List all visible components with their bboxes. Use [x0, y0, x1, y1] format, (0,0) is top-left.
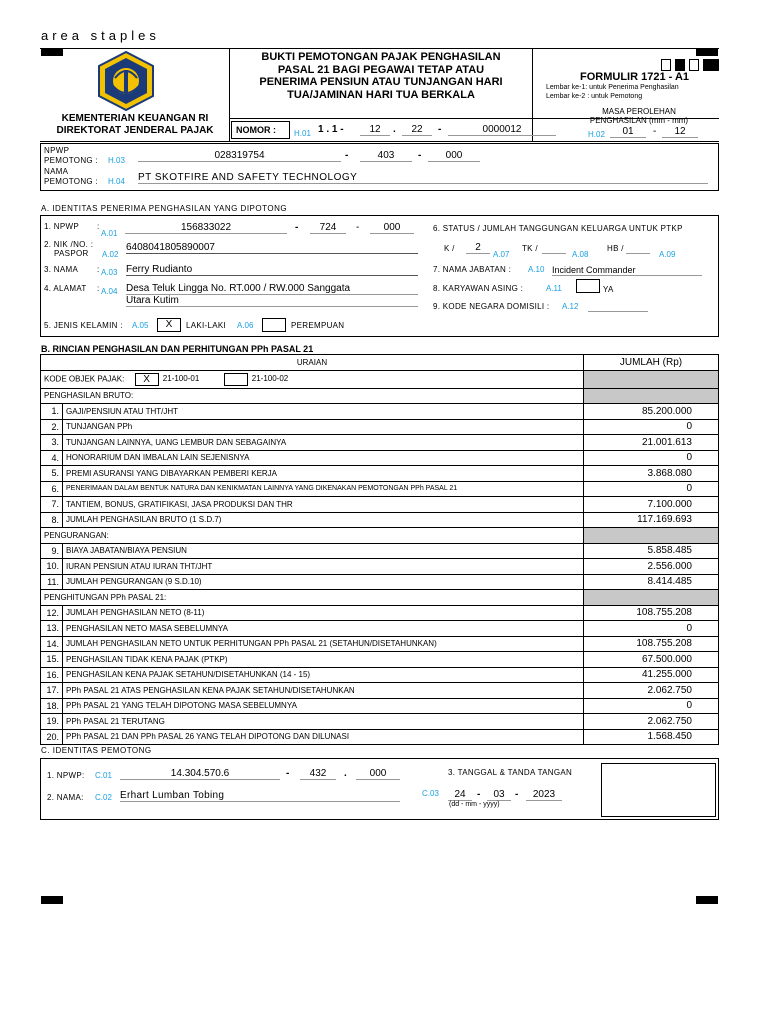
a-hb-code: A.09 — [659, 250, 676, 259]
masa-to-field[interactable]: 12 — [662, 126, 698, 138]
nomor-seq-field[interactable]: 0000012 — [448, 124, 556, 136]
row-amount[interactable]: 0 — [584, 481, 719, 497]
ministry-emblem-icon — [95, 50, 157, 112]
a-alamat-line-1[interactable]: Desa Teluk Lingga No. RT.000 / RW.000 Sanggata — [126, 283, 418, 295]
row-number: 14. — [41, 636, 63, 652]
row-amount[interactable]: 7.100.000 — [584, 497, 719, 513]
a-tk-field[interactable] — [542, 242, 566, 254]
a-gender-male-checkbox[interactable]: X — [157, 318, 181, 332]
row-amount[interactable]: 85.200.000 — [584, 404, 719, 420]
row-amount[interactable]: 2.556.000 — [584, 559, 719, 575]
registration-mark-bottom-left — [41, 896, 63, 904]
a-alamat-code: A.04 — [101, 287, 118, 296]
title-line-3: PENERIMA PENSIUN ATAU TUNJANGAN HARI — [259, 76, 503, 88]
nomor-dot: . — [393, 124, 396, 135]
table-row — [41, 512, 719, 528]
row-amount[interactable]: 0 — [584, 621, 719, 637]
row-label: PENGHASILAN KENA PAJAK SETAHUN/DISETAHUNKAN (14 - 15) — [63, 667, 584, 683]
a-asing-ya-label: YA — [603, 285, 614, 294]
a-npwp-dash-2: - — [356, 222, 360, 233]
row-number: 13. — [41, 621, 63, 637]
row-number: 7. — [41, 497, 63, 513]
c-tanggal-code: C.03 — [422, 789, 439, 798]
row-label: TUNJANGAN PPh — [63, 419, 584, 435]
row-number: 5. — [41, 466, 63, 482]
a-gender-code-1: A.05 — [132, 321, 149, 330]
pemotong-npwp-2-field[interactable]: 403 — [360, 150, 412, 162]
form-name: FORMULIR 1721 - A1 — [580, 71, 690, 83]
a-tk-label: TK / — [522, 244, 538, 253]
bruto-heading: PENGHASILAN BRUTO: — [41, 388, 584, 404]
c-year-field[interactable]: 2023 — [526, 789, 562, 801]
table-row — [41, 419, 719, 435]
row-label: PENGHASILAN NETO MASA SEBELUMNYA — [63, 621, 584, 637]
nomor-field-box — [231, 121, 290, 139]
bruto-heading-row — [41, 388, 719, 404]
kode-objek-amount-cell — [584, 370, 719, 388]
title-line-4: TUA/JAMINAN HARI TUA BERKALA — [287, 88, 475, 101]
a-status-label: 6. STATUS / JUMLAH TANGGUNGAN KELUARGA UNTUK PTKP — [433, 224, 683, 233]
pengurangan-heading-row — [41, 528, 719, 544]
row-label: PPh PASAL 21 ATAS PENGHASILAN KENA PAJAK SETAHUN/DISETAHUNKAN — [63, 683, 584, 699]
nomor-code: H.01 — [294, 129, 311, 138]
table-row — [41, 729, 719, 745]
row-label: JUMLAH PENGURANGAN (9 S.D.10) — [63, 574, 584, 590]
title-line-1: BUKTI PEMOTONGAN PAJAK PENGHASILAN — [261, 51, 501, 63]
a-asing-checkbox[interactable] — [576, 279, 600, 293]
table-row — [41, 683, 719, 699]
section-c-title: C. IDENTITAS PEMOTONG — [41, 746, 152, 755]
table-row — [41, 404, 719, 420]
a-npwp-code: A.01 — [101, 229, 118, 238]
a-npwp-colon: : — [97, 222, 100, 231]
row-number: 4. — [41, 450, 63, 466]
row-number: 19. — [41, 714, 63, 730]
row-number: 16. — [41, 667, 63, 683]
row-amount[interactable]: 67.500.000 — [584, 652, 719, 668]
table-row — [41, 466, 719, 482]
directorate-name: DIREKTORAT JENDERAL PAJAK — [56, 125, 214, 136]
a-hb-label: HB / — [607, 244, 624, 253]
nomor-dash: - — [438, 124, 442, 135]
sheet-2-note: Lembar ke-2 : untuk Pemotong — [546, 93, 643, 100]
row-number: 18. — [41, 698, 63, 714]
masa-label-line-1: MASA PEROLEHAN — [602, 107, 676, 116]
income-table — [40, 354, 719, 745]
row-amount[interactable]: 1.568.450 — [584, 729, 719, 745]
row-amount[interactable]: 0 — [584, 698, 719, 714]
a-nama-code: A.03 — [101, 268, 118, 277]
row-number: 11. — [41, 574, 63, 590]
row-label: PENGHASILAN TIDAK KENA PAJAK (PTKP) — [63, 652, 584, 668]
table-row — [41, 698, 719, 714]
title-line-2: PASAL 21 BAGI PEGAWAI TETAP ATAU — [277, 63, 485, 76]
masa-dash: - — [653, 126, 657, 137]
kode-objek-label: KODE OBJEK PAJAK: — [44, 374, 125, 384]
c-nama-code: C.02 — [95, 793, 112, 802]
a-nama-colon: : — [97, 265, 100, 274]
c-nama-label: 2. NAMA: — [47, 793, 84, 802]
document-title — [230, 51, 532, 101]
a-gender-label: 5. JENIS KELAMIN : — [44, 321, 123, 330]
row-label: TANTIEM, BONUS, GRATIFIKASI, JASA PRODUKSI DAN THR — [63, 497, 584, 513]
table-row — [41, 435, 719, 451]
nomor-prefix: 1 . 1 - — [318, 124, 344, 135]
section-a-title: A. IDENTITAS PENERIMA PENGHASILAN YANG DIPOTONG — [41, 204, 288, 213]
row-amount[interactable]: 108.755.208 — [584, 605, 719, 621]
row-number: 6. — [41, 481, 63, 497]
penghitungan-heading-row — [41, 590, 719, 606]
pemotong-npwp-1-field[interactable]: 028319754 — [138, 150, 341, 162]
a-npwp-1-field[interactable]: 156833022 — [125, 222, 287, 234]
penghitungan-heading: PENGHITUNGAN PPh PASAL 21: — [41, 590, 584, 606]
row-amount[interactable]: 108.755.208 — [584, 636, 719, 652]
pemotong-npwp-3-field[interactable]: 000 — [428, 150, 480, 162]
a-gender-female-checkbox[interactable] — [262, 318, 286, 332]
row-amount[interactable]: 41.255.000 — [584, 667, 719, 683]
section-b-title: B. RINCIAN PENGHASILAN DAN PERHITUNGAN PPh PASAL 21 — [41, 344, 314, 354]
c-npwp-dot: . — [344, 768, 347, 779]
table-row — [41, 621, 719, 637]
pemotong-npwp-code: H.03 — [108, 156, 125, 165]
row-label: IURAN PENSIUN ATAU IURAN THT/JHT — [63, 559, 584, 575]
a-nik-field[interactable]: 6408041805890007 — [126, 242, 418, 254]
masa-label — [584, 107, 694, 125]
c-day-field[interactable]: 24 — [448, 789, 472, 801]
pemotong-npwp-label: NPWP PEMOTONG : — [44, 146, 98, 165]
ministry-name: KEMENTERIAN KEUANGAN RI — [61, 113, 209, 124]
pemotong-nama-code: H.04 — [108, 177, 125, 186]
a-negara-label: 9. KODE NEGARA DOMISILI : — [433, 302, 550, 311]
c-date-dash-2: - — [515, 789, 519, 800]
pengurangan-heading-shade — [584, 528, 719, 544]
pemotong-npwp-dash-2: - — [418, 150, 422, 161]
a-jabatan-label: 7. NAMA JABATAN : — [433, 265, 512, 274]
table-row — [41, 450, 719, 466]
a-npwp-label: 1. NPWP — [44, 222, 79, 231]
kode-objek-row — [41, 370, 719, 388]
penghitungan-heading-shade — [584, 590, 719, 606]
row-amount[interactable]: 0 — [584, 419, 719, 435]
row-label: PREMI ASURANSI YANG DIBAYARKAN PEMBERI KERJA — [63, 466, 584, 482]
c-npwp-label: 1. NPWP: — [47, 771, 85, 780]
a-jabatan-field[interactable]: Incident Commander — [552, 265, 702, 276]
row-label: PPh PASAL 21 YANG TELAH DIPOTONG MASA SEBELUMNYA — [63, 698, 584, 714]
c-npwp-3-field[interactable]: 000 — [356, 768, 400, 780]
table-row — [41, 714, 719, 730]
watermark-text: area staples — [41, 28, 160, 43]
a-asing-code: A.11 — [546, 284, 562, 293]
row-label: PPh PASAL 21 TERUTANG — [63, 714, 584, 730]
row-label: TUNJANGAN LAINNYA, UANG LEMBUR DAN SEBAGAINYA — [63, 435, 584, 451]
form-code-blocks — [661, 59, 719, 71]
a-npwp-dash-1: - — [295, 222, 299, 233]
row-amount[interactable]: 21.001.613 — [584, 435, 719, 451]
a-negara-field[interactable] — [588, 300, 648, 312]
row-number: 10. — [41, 559, 63, 575]
c-npwp-code: C.01 — [95, 771, 112, 780]
pengurangan-heading: PENGURANGAN: — [41, 528, 584, 544]
c-npwp-dash: - — [286, 768, 290, 779]
a-npwp-3-field[interactable]: 000 — [370, 222, 414, 234]
table-header-row — [41, 355, 719, 371]
table-row — [41, 543, 719, 559]
row-amount[interactable]: 5.858.485 — [584, 543, 719, 559]
table-row — [41, 636, 719, 652]
a-npwp-2-field[interactable]: 724 — [310, 222, 346, 234]
table-row — [41, 605, 719, 621]
kode-objek-cell — [41, 370, 584, 388]
c-month-field[interactable]: 03 — [487, 789, 511, 801]
kode-100-02-checkbox[interactable] — [224, 373, 248, 386]
row-amount[interactable]: 8.414.485 — [584, 574, 719, 590]
table-row — [41, 667, 719, 683]
nomor-label: NOMOR : — [236, 125, 276, 135]
c-npwp-1-field[interactable]: 14.304.570.6 — [120, 768, 280, 780]
ministry-logo — [95, 50, 157, 112]
a-jabatan-code: A.10 — [528, 265, 545, 274]
row-label: JUMLAH PENGHASILAN NETO (8-11) — [63, 605, 584, 621]
table-row — [41, 481, 719, 497]
kode-100-01-checkbox[interactable]: X — [135, 373, 159, 386]
bruto-heading-shade — [584, 388, 719, 404]
a-gender-female-label: PEREMPUAN — [291, 321, 345, 330]
masa-from-field[interactable]: 01 — [610, 126, 646, 138]
a-nik-label: 2. NIK /NO. : PASPOR — [44, 240, 94, 258]
row-amount[interactable]: 3.868.080 — [584, 466, 719, 482]
table-row — [41, 652, 719, 668]
row-label: BIAYA JABATAN/BIAYA PENSIUN — [63, 543, 584, 559]
row-number: 9. — [41, 543, 63, 559]
row-number: 17. — [41, 683, 63, 699]
pemotong-npwp-dash-1: - — [345, 150, 349, 161]
a-gender-code-2: A.06 — [237, 321, 254, 330]
row-number: 8. — [41, 512, 63, 528]
row-label: JUMLAH PENGHASILAN BRUTO (1 S.D.7) — [63, 512, 584, 528]
row-label: JUMLAH PENGHASILAN NETO UNTUK PERHITUNGAN PPh PASAL 21 (SETAHUN/DISETAHUNKAN) — [63, 636, 584, 652]
row-number: 3. — [41, 435, 63, 451]
a-nik-code: A.02 — [102, 250, 119, 259]
a-alamat-label: 4. ALAMAT — [44, 284, 87, 293]
pemotong-nama-label: NAMA PEMOTONG : — [44, 167, 98, 186]
table-row — [41, 559, 719, 575]
a-hb-field[interactable] — [626, 242, 650, 254]
column-uraian-header: URAIAN — [41, 355, 584, 371]
row-amount[interactable]: 2.062.750 — [584, 683, 719, 699]
c-date-dash-1: - — [477, 789, 481, 800]
row-number: 2. — [41, 419, 63, 435]
a-negara-code: A.12 — [562, 302, 579, 311]
row-number: 1. — [41, 404, 63, 420]
a-k-label: K / — [444, 244, 455, 253]
sheet-1-note: Lembar ke-1: untuk Penerima Penghasilan — [546, 84, 679, 91]
row-amount[interactable]: 2.062.750 — [584, 714, 719, 730]
row-number: 15. — [41, 652, 63, 668]
c-tanggal-label: 3. TANGGAL & TANDA TANGAN — [448, 768, 573, 777]
nomor-month-field[interactable]: 12 — [360, 124, 390, 136]
column-jumlah-header: JUMLAH (Rp) — [584, 355, 719, 371]
c-npwp-2-field[interactable]: 432 — [300, 768, 336, 780]
a-k-field[interactable]: 2 — [466, 242, 490, 254]
row-label: PPh PASAL 21 DAN PPh PASAL 26 YANG TELAH DIPOTONG DAN DILUNASI — [63, 729, 584, 745]
table-row — [41, 574, 719, 590]
a-gender-male-label: LAKI-LAKI — [186, 321, 227, 330]
row-number: 12. — [41, 605, 63, 621]
kode-100-02-label: 21-100-02 — [251, 374, 289, 384]
a-k-code: A.07 — [493, 250, 510, 259]
registration-mark-bottom-right — [696, 896, 718, 904]
c-signature-box[interactable] — [601, 763, 716, 817]
nomor-year-field[interactable]: 22 — [402, 124, 432, 136]
row-label: GAJI/PENSIUN ATAU THT/JHT — [63, 404, 584, 420]
a-nama-field[interactable]: Ferry Rudianto — [126, 264, 418, 276]
a-tk-code: A.08 — [572, 250, 589, 259]
row-amount[interactable]: 0 — [584, 450, 719, 466]
a-alamat-line-2[interactable]: Utara Kutim — [126, 295, 418, 307]
a-asing-label: 8. KARYAWAN ASING : — [433, 284, 524, 293]
a-nama-label: 3. NAMA — [44, 265, 79, 274]
masa-label-line-2: PENGHASILAN (mm - mm) — [589, 116, 689, 125]
row-label: PENERIMAAN DALAM BENTUK NATURA DAN KENIKMATAN LAINNYA YANG DIKENAKAN PEMOTONGAN PPh PASAL 21 — [63, 481, 584, 497]
row-label: HONORARIUM DAN IMBALAN LAIN SEJENISNYA — [63, 450, 584, 466]
pemotong-nama-field[interactable]: PT SKOTFIRE AND SAFETY TECHNOLOGY — [138, 172, 708, 184]
row-number: 20. — [41, 729, 63, 745]
masa-code: H.02 — [588, 130, 605, 139]
a-alamat-colon: : — [97, 284, 100, 293]
c-date-format: (dd - mm - yyyy) — [449, 801, 500, 808]
kode-100-01-label: 21-100-01 — [162, 374, 200, 384]
c-nama-field[interactable]: Erhart Lumban Tobing — [120, 790, 400, 802]
row-amount[interactable]: 117.169.693 — [584, 512, 719, 528]
table-row — [41, 497, 719, 513]
